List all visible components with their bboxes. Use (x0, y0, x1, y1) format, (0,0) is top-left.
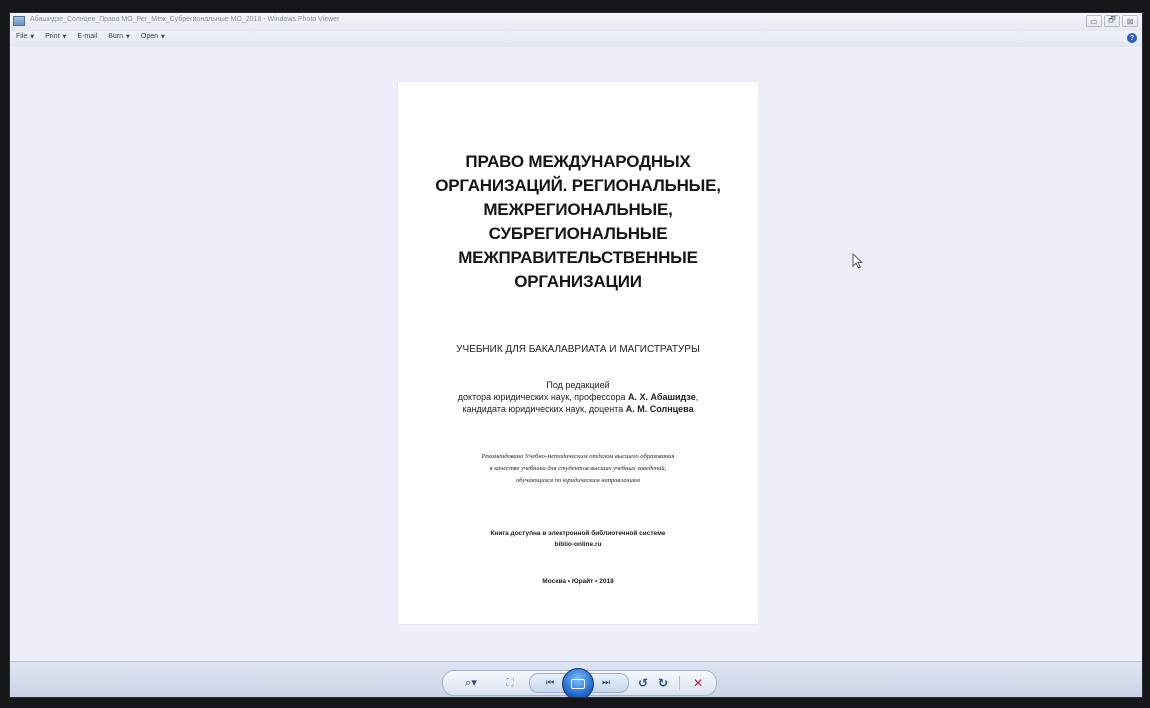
menu-burn[interactable] (108, 33, 130, 40)
rotate-clockwise-icon[interactable]: ↻ (657, 676, 669, 690)
bottom-toolbar (10, 661, 1142, 697)
chevron-down-icon: ▼ (30, 33, 35, 40)
delete-icon[interactable]: ✕ (692, 676, 704, 690)
recommendation-line: в качестве учебника для студентов высших учебных заведений, (489, 465, 667, 472)
previous-icon[interactable]: ⏮ (545, 678, 555, 688)
recommendation-line: Рекомендовано Учебно-методическим отделом высшего образования (481, 453, 675, 460)
menu-bar (10, 31, 1142, 48)
book-title-line: ОРГАНИЗАЦИЙ. РЕГИОНАЛЬНЫЕ, (435, 176, 721, 195)
editor-1-name: А. Х. Абашидзе (628, 392, 696, 402)
availability-url: biblio-online.ru (554, 541, 602, 548)
window-title: Абашидзе_Солнцев_Право МО_Рег_Меж_Субрегиональные МО_2018 - Windows Photo Viewer (30, 16, 340, 23)
editors-heading: Под редакцией (546, 380, 610, 390)
minimize-button[interactable]: ▭ (1086, 15, 1102, 27)
window-controls (1086, 15, 1138, 27)
menu-open[interactable] (141, 33, 165, 40)
book-title (408, 150, 748, 294)
next-icon[interactable]: ⏭ (601, 678, 611, 688)
mouse-cursor-icon (852, 253, 864, 269)
editor-2-name: А. М. Солнцева (625, 404, 694, 414)
playback-controls (442, 670, 717, 696)
toolbar-divider (679, 676, 680, 690)
actual-size-icon[interactable]: ⛶ (506, 677, 514, 689)
book-title-line: ПРАВО МЕЖДУНАРОДНЫХ (465, 152, 691, 171)
availability-note (398, 528, 758, 550)
image-viewer-area (10, 47, 1142, 661)
editor-line-1 (398, 391, 758, 403)
menu-file[interactable] (16, 33, 34, 40)
slideshow-icon (571, 679, 585, 689)
menu-print[interactable] (45, 33, 66, 40)
recommendation-line: обучающихся по юридическим направлениям (516, 477, 640, 484)
book-title-line: МЕЖРЕГИОНАЛЬНЫЕ, (483, 200, 673, 219)
menu-print-label: Print (45, 33, 60, 40)
chevron-down-icon: ▼ (62, 33, 67, 40)
menu-file-label: File (16, 33, 28, 40)
rotate-counterclockwise-icon[interactable]: ↺ (637, 676, 649, 690)
book-title-line: МЕЖПРАВИТЕЛЬСТВЕННЫЕ (458, 248, 698, 267)
close-button[interactable]: ⊠ (1122, 15, 1138, 27)
title-bar (10, 13, 1142, 31)
editor-line-2 (398, 403, 758, 415)
menu-email-label: E-mail (77, 33, 98, 40)
book-title-page (398, 82, 758, 624)
photo-viewer-window (10, 13, 1142, 697)
chevron-down-icon: ▼ (126, 33, 130, 40)
editor-2-title: кандидата юридических наук, доцента (462, 404, 626, 414)
editors-block (398, 379, 758, 415)
menu-open-label: Open (140, 33, 159, 40)
zoom-icon[interactable]: ⌕▾ (465, 676, 477, 689)
book-subtitle: УЧЕБНИК ДЛЯ БАКАЛАВРИАТА И МАГИСТРАТУРЫ (456, 344, 700, 355)
restore-button[interactable]: 🗗 (1104, 15, 1120, 27)
chevron-down-icon: ▼ (161, 33, 165, 40)
editor-1-suffix: , (695, 392, 699, 402)
book-title-line: ОРГАНИЗАЦИИ (514, 272, 642, 291)
help-icon[interactable]: ? (1127, 33, 1137, 43)
availability-line: Книга доступна в электронной библиотечной системе (490, 530, 666, 537)
editor-1-title: доктора юридических наук, профессора (457, 392, 629, 402)
book-title-line: СУБРЕГИОНАЛЬНЫЕ (488, 224, 668, 243)
menu-burn-label: Burn (108, 33, 124, 40)
menu-email[interactable] (77, 33, 97, 40)
recommendation-text (398, 451, 758, 487)
photo-viewer-app-icon (13, 16, 25, 26)
slideshow-button[interactable] (562, 668, 594, 697)
publisher-line: Москва • Юрайт • 2018 (542, 578, 614, 585)
